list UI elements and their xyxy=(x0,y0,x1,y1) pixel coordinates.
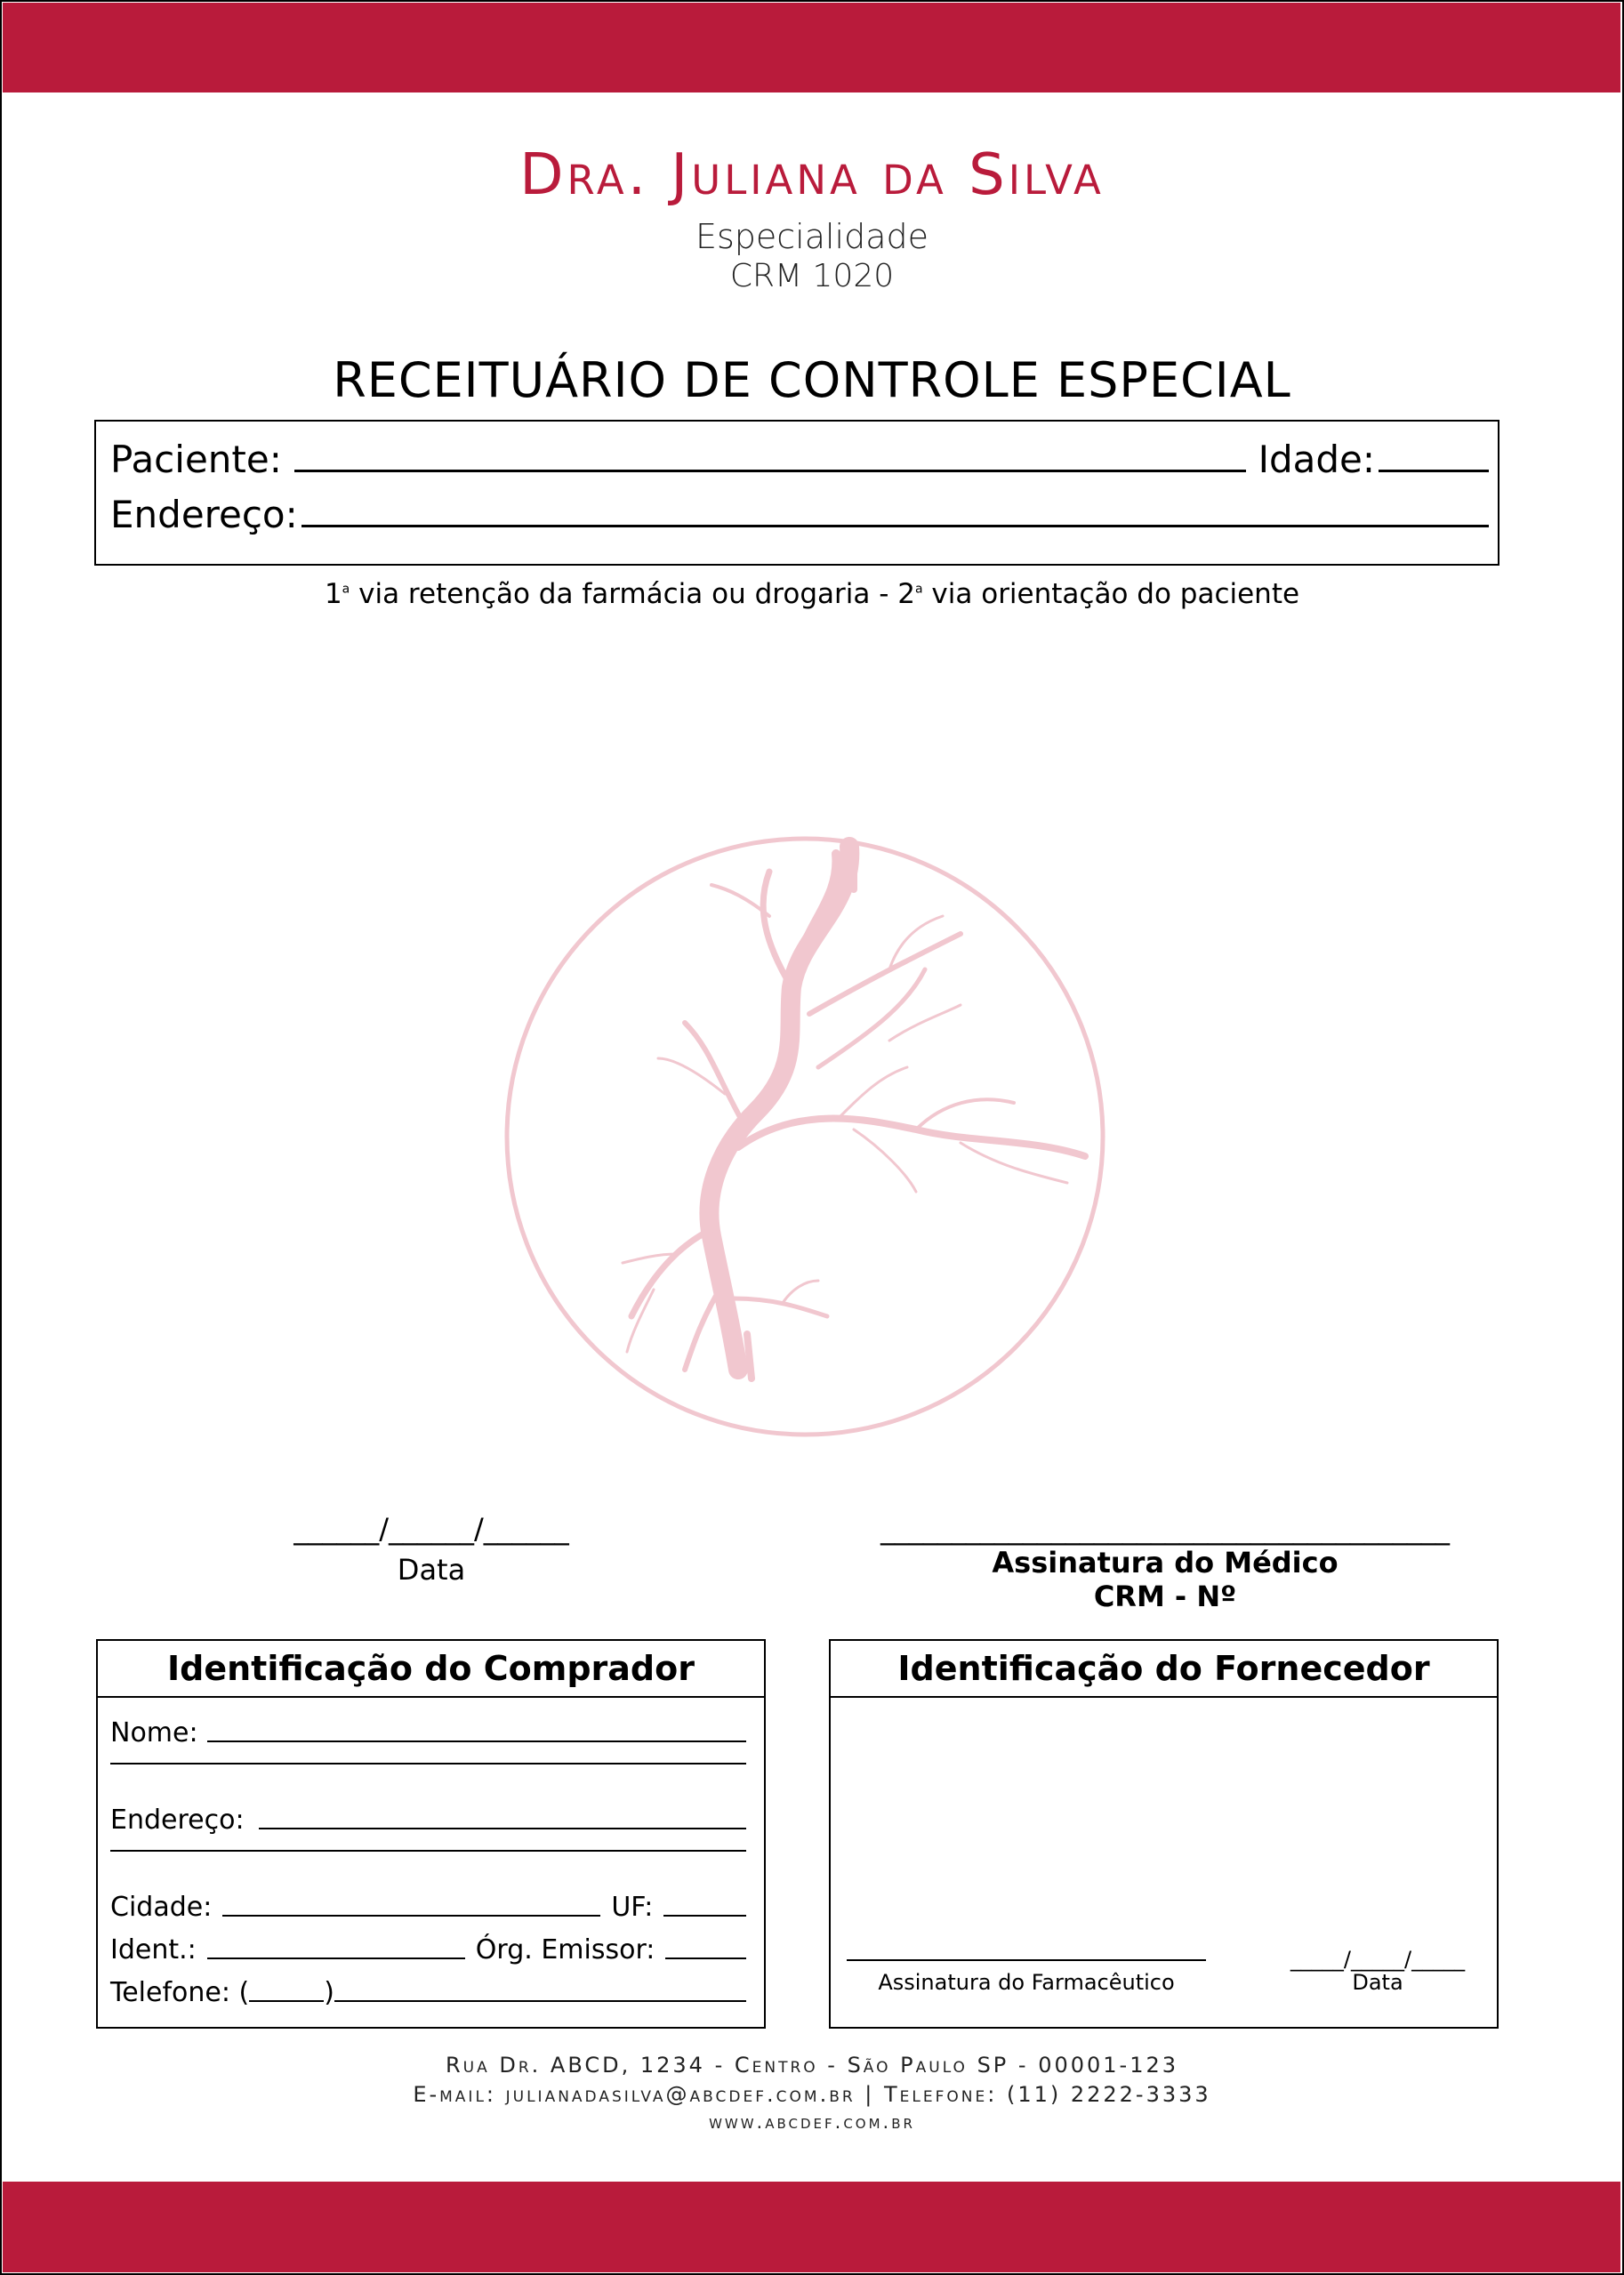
buyer-org-field[interactable] xyxy=(665,1957,746,1959)
specialty: Especialidade xyxy=(695,217,929,256)
buyer-address-label: Endereço: xyxy=(110,1805,245,1836)
buyer-name-field-2[interactable] xyxy=(110,1762,746,1765)
supplier-section-title: Identificação do Fornecedor xyxy=(831,1641,1497,1698)
buyer-section xyxy=(96,1639,766,2029)
supplier-date-slots[interactable]: _____/_____/_____ xyxy=(1290,1947,1466,1972)
patient-label: Paciente: xyxy=(110,438,282,481)
date-slots[interactable]: ______/______/______ xyxy=(293,1512,569,1546)
buyer-city-row xyxy=(110,1892,746,1923)
date-block xyxy=(267,1512,596,1587)
address-label: Endereço: xyxy=(110,493,298,536)
via-first-sup: a xyxy=(342,582,350,597)
buyer-section-title: Identificação do Comprador xyxy=(98,1641,764,1698)
patient-field[interactable] xyxy=(294,469,1246,472)
buyer-city-label: Cidade: xyxy=(110,1892,213,1923)
buyer-name-row-2 xyxy=(110,1762,746,1771)
bottom-band xyxy=(3,2182,1620,2272)
supplier-date-label: Data xyxy=(1352,1970,1403,1995)
doctor-crm-label: CRM - Nº xyxy=(1093,1580,1237,1613)
buyer-org-label: Órg. Emissor: xyxy=(475,1934,655,1966)
date-label: Data xyxy=(397,1553,466,1587)
footer-website[interactable]: www.abcdef.com.br xyxy=(709,2111,915,2133)
buyer-phone-label: Telefone: ( xyxy=(110,1977,250,2008)
via-first-number: 1 xyxy=(324,578,342,610)
buyer-phone-field[interactable] xyxy=(334,1999,746,2002)
buyer-address-row-2 xyxy=(110,1849,746,1858)
buyer-ident-field[interactable] xyxy=(207,1957,465,1959)
buyer-ident-label: Ident.: xyxy=(110,1934,197,1966)
via-first-text: via retenção da farmácia ou drogaria - 2 xyxy=(350,578,915,610)
pharmacist-signature-label: Assinatura do Farmacêutico xyxy=(878,1970,1175,1995)
age-field[interactable] xyxy=(1379,469,1489,472)
footer-address: Rua Dr. ABCD, 1234 - Centro - São Paulo SP - 00001-123 xyxy=(445,2053,1179,2078)
buyer-ident-row xyxy=(110,1934,746,1966)
crm-number: CRM 1020 xyxy=(729,258,895,294)
via-second-sup: a xyxy=(914,582,923,597)
doctor-signature-block xyxy=(836,1512,1494,1613)
doctor-signature-line[interactable]: ________________________________________ xyxy=(880,1512,1450,1546)
via-note xyxy=(0,578,1624,610)
supplier-section xyxy=(829,1639,1499,2029)
buyer-address-row xyxy=(110,1805,746,1836)
address-row xyxy=(110,493,1489,536)
address-field[interactable] xyxy=(301,524,1489,527)
buyer-city-field[interactable] xyxy=(222,1914,600,1917)
pharmacist-signature-line[interactable] xyxy=(847,1959,1206,1961)
patient-box xyxy=(94,420,1499,566)
prescription-title: RECEITUÁRIO DE CONTROLE ESPECIAL xyxy=(333,352,1291,408)
buyer-phone-row xyxy=(110,1977,746,2008)
doctor-signature-label: Assinatura do Médico xyxy=(992,1546,1339,1580)
buyer-uf-label: UF: xyxy=(611,1892,654,1923)
buyer-address-field-2[interactable] xyxy=(110,1849,746,1852)
top-band xyxy=(3,3,1620,92)
buyer-name-field[interactable] xyxy=(207,1740,746,1742)
tree-emblem-icon xyxy=(498,836,1112,1441)
buyer-phone-area-field[interactable] xyxy=(249,1999,324,2002)
footer-contact: E-mail: julianadasilva@abcdef.com.br | Telefone: (11) 2222-3333 xyxy=(413,2082,1211,2107)
age-label: Idade: xyxy=(1258,438,1376,481)
buyer-address-field[interactable] xyxy=(259,1827,746,1829)
buyer-phone-close: ) xyxy=(324,1977,334,2008)
buyer-uf-field[interactable] xyxy=(663,1914,746,1917)
patient-row xyxy=(110,438,1489,481)
buyer-name-row xyxy=(110,1717,746,1748)
buyer-name-label: Nome: xyxy=(110,1717,198,1748)
doctor-name: Dra. Juliana da Silva xyxy=(519,142,1105,208)
via-second-text: via orientação do paciente xyxy=(922,578,1300,610)
